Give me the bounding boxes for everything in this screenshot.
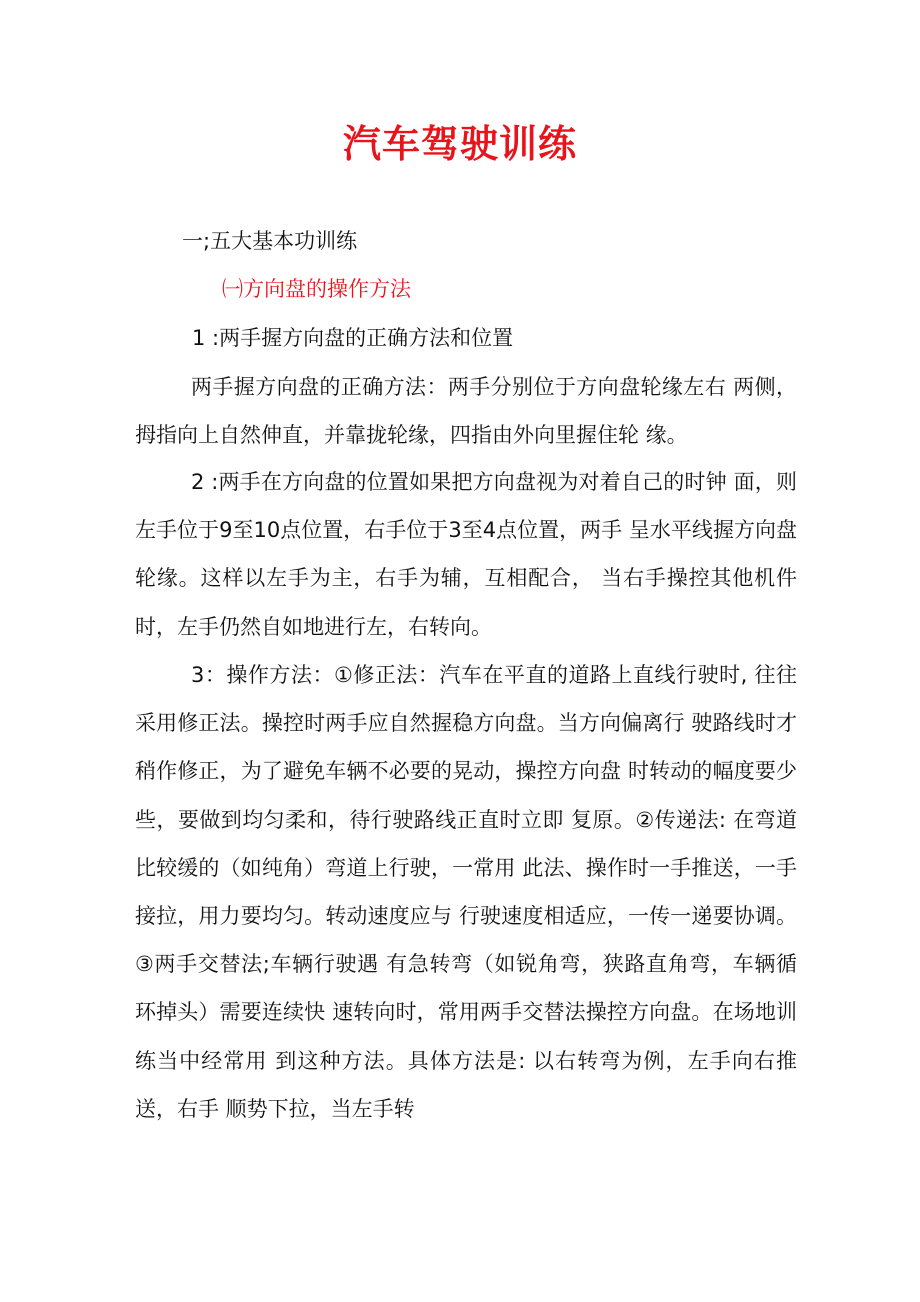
- paragraph-operation-methods: 3：操作方法：①修正法：汽车在平直的道路上直线行驶时, 往往采用修正法。操控时两手应自然握稳方向盘。当方向偏离行 驶路线时才稍作修正，为了避免车辆不必要的晃动，操控方向盘 时转动的幅度要少些，要做到均匀柔和，待行驶路线正直时立即 复原。②传递法: 在弯道比较缓的（如纯角）弯道上行驶，一常用 此法、操作时一手推送，一手接拉，用力要均匀。转动速度应与 行驶速度相适应，一传一递要协调。③两手交替法;车辆行驶遇 有急转弯（如锐角弯，狭路直角弯，车辆循环掉头）需要连续快 速转向时，常用两手交替法操控方向盘。在场地训练当中经常用 到这种方法。具体方法是: 以右转弯为例，左手向右推送，右手 顺势下拉，当左手转: [135, 663, 797, 1121]
- paragraph-hand-position: 2 :两手在方向盘的位置如果把方向盘视为对着自己的时钟 面，则左手位于9至10点位置，右手位于3至4点位置，两手 呈水平线握方向盘轮缘。这样以左手为主，右手为辅，互相配合， 当右手操控其他机件时，左手仍然自如地进行左，右转向。: [135, 470, 797, 639]
- section-heading: 一;五大基本功训练: [182, 229, 358, 253]
- document-title: 汽车驾驶训练: [342, 122, 577, 166]
- paragraph-grip-method: 两手握方向盘的正确方法：两手分别位于方向盘轮缘左右 两侧，拇指向上自然伸直，并靠拢轮缘，四指由外向里握住轮 缘。: [135, 375, 797, 448]
- subsection-heading: ㈠方向盘的操作方法: [222, 277, 411, 301]
- item-heading: 1 :两手握方向盘的正确方法和位置: [192, 326, 514, 350]
